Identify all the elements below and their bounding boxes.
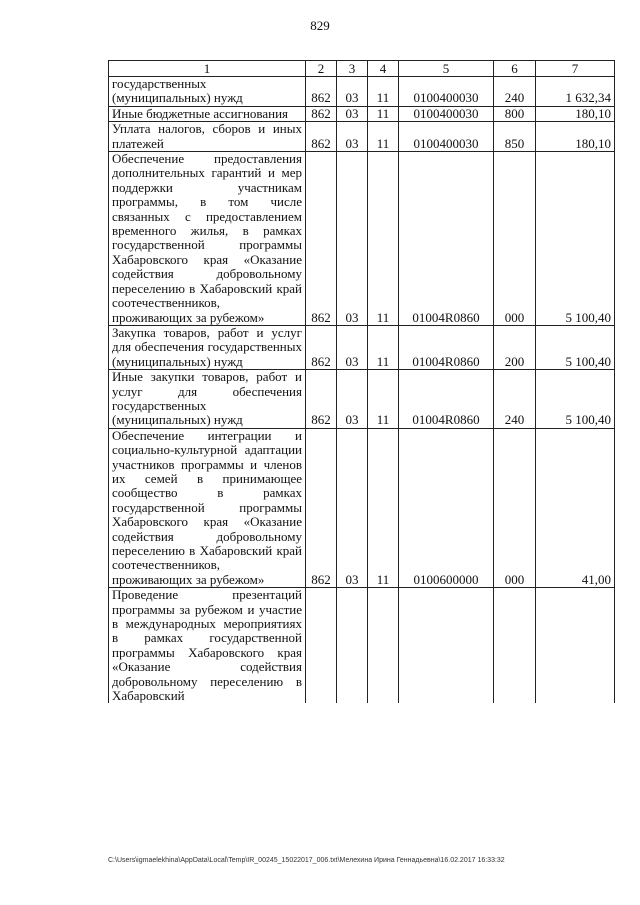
row-expense-type: 800: [494, 106, 536, 121]
row-subsection-code: 11: [368, 428, 399, 587]
row-section-code: 03: [337, 370, 368, 429]
row-ministry-code: 862: [306, 122, 337, 152]
row-name-cell: [109, 152, 306, 326]
row-ministry-code: 862: [306, 325, 337, 369]
row-name-cell: [109, 428, 306, 587]
row-ministry-code: [306, 588, 337, 704]
header-col-2: 2: [306, 61, 337, 77]
row-expense-type: 850: [494, 122, 536, 152]
row-name-cell: [109, 370, 306, 429]
row-subsection-code: 11: [368, 77, 399, 107]
header-col-3: 3: [337, 61, 368, 77]
row-amount: 41,00: [536, 428, 615, 587]
row-subsection-code: [368, 588, 399, 704]
row-section-code: 03: [337, 152, 368, 326]
row-expense-type: 000: [494, 428, 536, 587]
row-section-code: [337, 588, 368, 704]
row-target-article: 0100400030: [399, 106, 494, 121]
row-amount: 5 100,40: [536, 152, 615, 326]
row-section-code: 03: [337, 122, 368, 152]
table-header-row: [109, 61, 615, 77]
row-target-article: 01004R0860: [399, 152, 494, 326]
table-row: [109, 106, 615, 121]
row-subsection-code: 11: [368, 370, 399, 429]
row-target-article: 0100400030: [399, 77, 494, 107]
header-col-1: 1: [109, 61, 306, 77]
row-name-cell: [109, 77, 306, 107]
row-expense-type: 000: [494, 152, 536, 326]
row-amount: 5 100,40: [536, 370, 615, 429]
row-name: Проведение презентаций программы за рубежом и участие в международных мероприятиях в рамках государственной программы Хабаровского края «Оказание содействия добровольному переселению в Хабаровский: [112, 587, 302, 704]
header-col-6: 6: [494, 61, 536, 77]
row-target-article: 0100600000: [399, 428, 494, 587]
row-name: государственных (муниципальных) нужд: [112, 76, 243, 106]
row-name: Уплата налогов, сборов и иных платежей: [112, 121, 302, 151]
table-row: [109, 588, 615, 704]
row-target-article: 0100400030: [399, 122, 494, 152]
header-col-5: 5: [399, 61, 494, 77]
table-row: [109, 77, 615, 107]
row-name-cell: [109, 106, 306, 121]
row-ministry-code: 862: [306, 152, 337, 326]
table-row: [109, 152, 615, 326]
row-subsection-code: 11: [368, 106, 399, 121]
row-expense-type: 240: [494, 77, 536, 107]
row-ministry-code: 862: [306, 77, 337, 107]
row-ministry-code: 862: [306, 106, 337, 121]
row-target-article: 01004R0860: [399, 370, 494, 429]
row-subsection-code: 11: [368, 152, 399, 326]
row-name: Иные закупки товаров, работ и услуг для обеспечения государственных (муниципальных) нужд: [112, 369, 302, 428]
row-name: Иные бюджетные ассигнования: [112, 105, 289, 121]
row-expense-type: [494, 588, 536, 704]
row-amount: 1 632,34: [536, 77, 615, 107]
row-amount: 180,10: [536, 106, 615, 121]
row-target-article: 01004R0860: [399, 325, 494, 369]
row-section-code: 03: [337, 77, 368, 107]
table-row: [109, 325, 615, 369]
row-section-code: 03: [337, 325, 368, 369]
row-name: Обеспечение предоставления дополнительных гарантий и мер поддержки участникам программы, в том числе связанных с предоставлением временного жилья, в рамках государственной программы Хабаровского края «Оказание содействия добровольному переселению в Хабаровский край соотечественников, проживающих за рубежом»: [112, 151, 302, 325]
row-name: Обеспечение интеграции и социально-культурной адаптации участников программы и членов их семей в принимающее сообщество в рамках государственной программы Хабаровского края «Оказание содействия добровольному переселению в Хабаровский край соотечественников, проживающих за рубежом»: [112, 427, 302, 587]
table-row: [109, 370, 615, 429]
row-name-cell: [109, 122, 306, 152]
header-col-4: 4: [368, 61, 399, 77]
row-expense-type: 200: [494, 325, 536, 369]
row-section-code: 03: [337, 106, 368, 121]
row-name-cell: [109, 588, 306, 704]
row-name-cell: [109, 325, 306, 369]
budget-table: [108, 60, 615, 703]
header-col-7: 7: [536, 61, 615, 77]
table-row: [109, 122, 615, 152]
row-section-code: 03: [337, 428, 368, 587]
file-path-footer: C:\Users\igmaelekhina\AppData\Local\Temp\IR_00245_15022017_006.txt\Мелехина Ирина Геннадьевна\16.02.2017 16:33:32: [108, 857, 505, 864]
page-number: 829: [310, 18, 330, 33]
row-ministry-code: 862: [306, 370, 337, 429]
row-subsection-code: 11: [368, 325, 399, 369]
row-subsection-code: 11: [368, 122, 399, 152]
row-expense-type: 240: [494, 370, 536, 429]
row-name: Закупка товаров, работ и услуг для обеспечения государственных (муниципальных) нужд: [112, 324, 302, 369]
row-amount: 180,10: [536, 122, 615, 152]
table-row: [109, 428, 615, 587]
row-ministry-code: 862: [306, 428, 337, 587]
row-amount: 5 100,40: [536, 325, 615, 369]
row-amount: [536, 588, 615, 704]
row-target-article: [399, 588, 494, 704]
